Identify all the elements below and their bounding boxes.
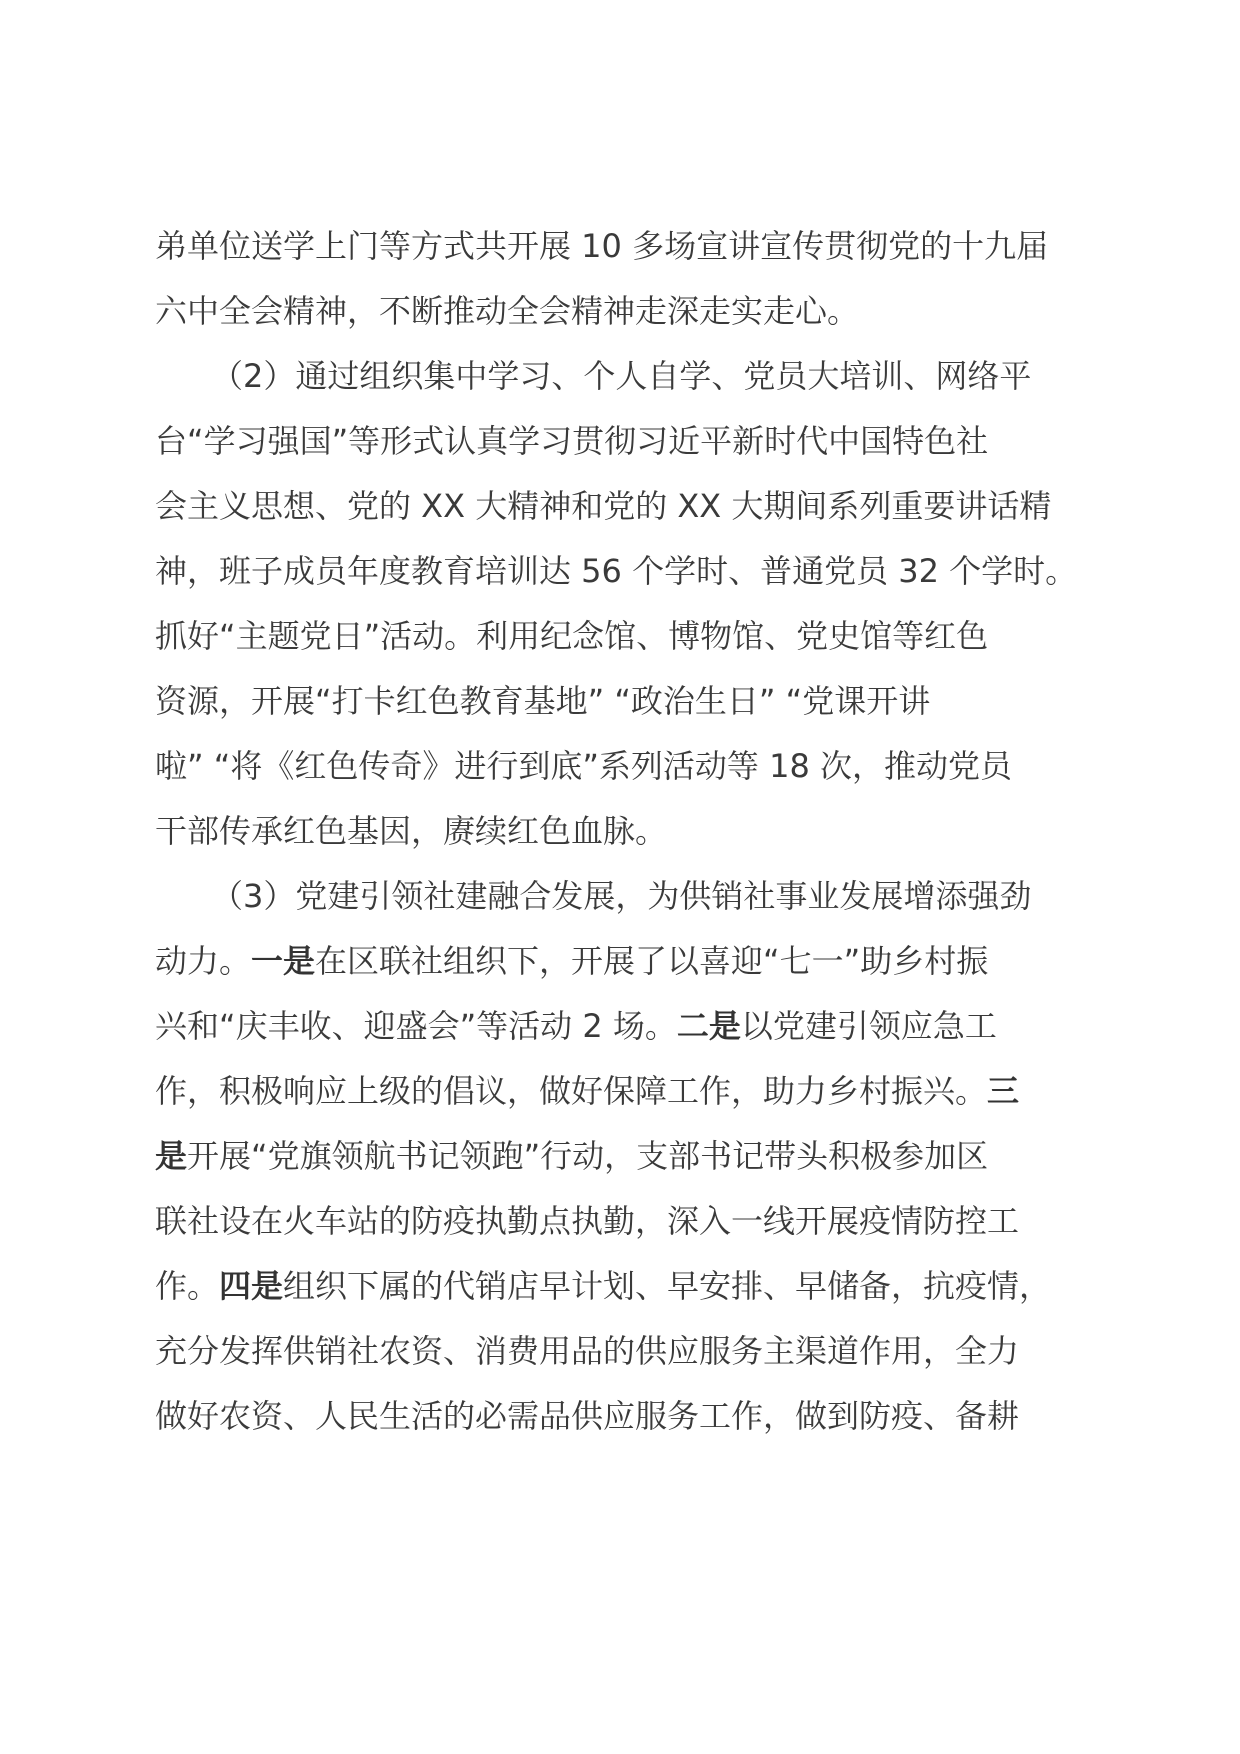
paragraph-start-3	[155, 864, 1095, 929]
emphasis-run: 四是	[219, 1267, 284, 1305]
text-run: 以党建引领应急工	[740, 1007, 997, 1045]
text-run: 动力。	[155, 942, 252, 980]
text-line	[155, 1059, 1095, 1124]
text-line	[155, 734, 1095, 799]
text-run: 弟单位送学上门等方式共开展 10 多场宣讲宣传贯彻党的十九届	[155, 227, 1049, 265]
paragraph-start-2	[155, 344, 1095, 409]
text-run: 啦” “将《红色传奇》进行到底”系列活动等 18 次，推动党员	[155, 747, 1012, 785]
text-run: 开展“党旗领航书记领跑”行动，支部书记带头积极参加区	[187, 1137, 989, 1175]
text-line	[155, 214, 1095, 279]
text-run: 在区联社组织下，开展了以喜迎“七一”助乡村振	[315, 942, 989, 980]
text-run: 会主义思想、党的 XX 大精神和党的 XX 大期间系列重要讲话精	[155, 487, 1052, 525]
text-run: 干部传承红色基因，赓续红色血脉。	[155, 812, 668, 850]
emphasis-run: 是	[155, 1137, 188, 1175]
text-run: 组织下属的代销店早计划、早安排、早储备，抗疫情，	[283, 1267, 1052, 1305]
text-run: （3）党建引领社建融合发展，为供销社事业发展增添强劲	[211, 877, 1032, 915]
text-line	[155, 604, 1095, 669]
text-line	[155, 409, 1095, 474]
text-line	[155, 799, 1095, 864]
text-line	[155, 929, 1095, 994]
text-run: 神，班子成员年度教育培训达 56 个学时、普通党员 32 个学时。	[155, 552, 1078, 590]
text-line	[155, 279, 1095, 344]
text-line	[155, 474, 1095, 539]
text-line	[155, 1319, 1095, 1384]
emphasis-run: 一是	[251, 942, 316, 980]
emphasis-run: 三	[987, 1072, 1020, 1110]
text-line	[155, 1384, 1095, 1449]
text-run: 资源，开展“打卡红色教育基地” “政治生日” “党课开讲	[155, 682, 931, 720]
emphasis-run: 二是	[676, 1007, 741, 1045]
text-run: 台“学习强国”等形式认真学习贯彻习近平新时代中国特色社	[155, 422, 989, 460]
text-line	[155, 1254, 1095, 1319]
text-line	[155, 539, 1095, 604]
text-line	[155, 669, 1095, 734]
text-run: 作。	[155, 1267, 220, 1305]
text-run: 做好农资、人民生活的必需品供应服务工作，做到防疫、备耕	[155, 1397, 1020, 1435]
document-body	[155, 214, 1095, 1449]
text-run: 联社设在火车站的防疫执勤点执勤，深入一线开展疫情防控工	[155, 1202, 1020, 1240]
text-run: 作，积极响应上级的倡议，做好保障工作，助力乡村振兴。	[155, 1072, 988, 1110]
text-run: 六中全会精神，不断推动全会精神走深走实走心。	[155, 292, 860, 330]
text-run: 抓好“主题党日”活动。利用纪念馆、博物馆、党史馆等红色	[155, 617, 989, 655]
text-line	[155, 994, 1095, 1059]
text-run: （2）通过组织集中学习、个人自学、党员大培训、网络平	[211, 357, 1032, 395]
text-run: 兴和“庆丰收、迎盛会”等活动 2 场。	[155, 1007, 677, 1045]
text-line	[155, 1124, 1095, 1189]
text-line	[155, 1189, 1095, 1254]
text-run: 充分发挥供销社农资、消费用品的供应服务主渠道作用，全力	[155, 1332, 1020, 1370]
